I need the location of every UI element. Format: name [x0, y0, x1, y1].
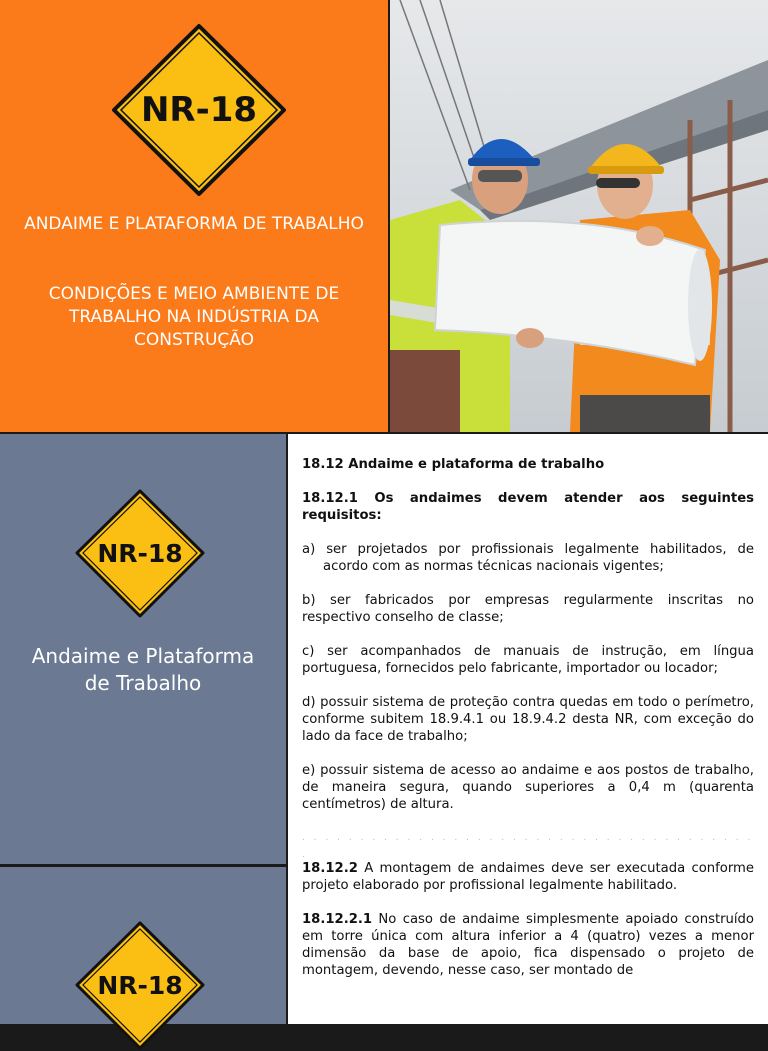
side-panel-2: [0, 867, 286, 1024]
side-panel: [0, 434, 286, 864]
side-title: Andaime e Plataforma de Trabalho: [31, 644, 255, 695]
cover-panel: [0, 0, 388, 432]
item-e: e) possuir sistema de acesso ao andaime e aos postos de trabalho, de maneira segura, quando superiores a 0,4 m (quarenta centímetros) de altura.: [302, 763, 754, 812]
item-a: a) ser projetados por profissionais legalmente habilitados, de acordo com as normas técnicas nacionais vigentes;: [302, 542, 754, 574]
section-text: No caso de andaime simplesmente apoiado construído em torre única com altura inferior a 4 (quatro) vezes a menor dimensão da base de apoio, fica dispensado o projeto de montagem, devendo, nesse caso, ser montado de: [302, 912, 754, 978]
section-number: 18.12.2.1: [302, 912, 373, 927]
sign-label: NR-18: [97, 971, 183, 1000]
workers-photo: [390, 0, 768, 432]
nr18-sign-icon: [74, 920, 206, 1051]
nr18-sign-icon: [110, 22, 288, 198]
item-d: d) possuir sistema de proteção contra quedas em todo o perímetro, conforme subitem 18.9.4.1 ou 18.9.4.2 desta NR, com exceção do lado da face de trabalho;: [302, 695, 754, 744]
section-18-12-1: 18.12.1 Os andaimes devem atender aos seguintes requisitos:: [302, 491, 754, 523]
document-page: [288, 434, 768, 1024]
document-body: [302, 456, 754, 996]
item-c: c) ser acompanhados de manuais de instrução, em língua portuguesa, fornecidos pelo fabricante, importador ou locador;: [302, 644, 754, 676]
section-18-12-2: [302, 860, 754, 894]
section-18-12-2-1: [302, 911, 754, 979]
nr18-sign-icon: [74, 488, 206, 619]
sign-label: NR-18: [140, 90, 258, 130]
item-b: b) ser fabricados por empresas regularmente inscritas no respectivo conselho de classe;: [302, 593, 754, 625]
section-text: A montagem de andaimes deve ser executada conforme projeto elaborado por profissional legalmente habilitado.: [302, 861, 754, 893]
faded-line: . . . . . . . . . . . . . . . . . . . . . . . . . . . . . . . . . . . . . . . .: [302, 833, 754, 860]
section-heading: 18.12 Andaime e plataforma de trabalho: [302, 457, 605, 472]
section-number: 18.12.2: [302, 861, 358, 876]
sign-label: NR-18: [97, 539, 183, 568]
cover-subtitle-2: CONDIÇÕES E MEIO AMBIENTE DE TRABALHO NA INDÚSTRIA DA CONSTRUÇÃO: [48, 284, 340, 350]
cover-subtitle-1: ANDAIME E PLATAFORMA DE TRABALHO: [24, 214, 364, 234]
